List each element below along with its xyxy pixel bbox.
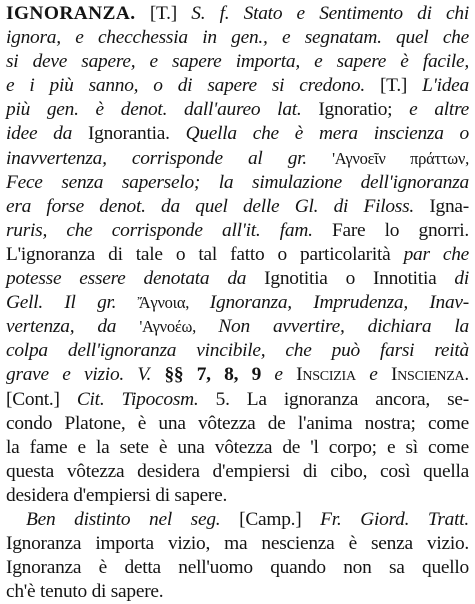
text-run: era forse denot. da quel delle Gl. di Filoss. xyxy=(6,195,430,217)
entry-line xyxy=(6,556,469,580)
text-run: Ignoranza, Imprudenza, Inav- xyxy=(209,292,469,314)
text-run: idee da xyxy=(6,123,88,145)
entry-line xyxy=(6,363,469,387)
text-run: ch'è tenuto di sapere. xyxy=(6,581,164,603)
text-run: e i più sanno, o di sapere si credono. xyxy=(6,75,365,97)
text-run: Ignoranza importa vizio, ma nescienza è senza vizio. xyxy=(6,533,469,555)
text-run: Quella che è mera inscienza o xyxy=(185,123,469,145)
text-run: inavvertenza, corrisponde al gr. xyxy=(6,147,333,169)
entry-line xyxy=(6,484,469,508)
entry-line xyxy=(6,243,469,267)
entry-line xyxy=(6,436,469,460)
text-run: vertenza, da xyxy=(6,316,140,338)
entry-line xyxy=(6,508,469,532)
entry-line xyxy=(6,26,469,50)
entry-line xyxy=(6,267,469,291)
text-run: Ignoratio; xyxy=(318,99,410,121)
text-run: grave e vizio. V. xyxy=(6,364,165,386)
text-run: Fare lo gnorri. xyxy=(331,219,470,241)
entry-line xyxy=(6,2,469,26)
text-run: di xyxy=(454,268,469,290)
entry-line xyxy=(6,147,469,171)
text-run: la fame e la sete è una vôtezza de 'l corpo; e sì come xyxy=(6,436,469,458)
text-run: [T.] xyxy=(135,3,192,24)
text-run: ignora, e checchessia in gen., e segnatam. quel che xyxy=(6,27,469,49)
entry-line xyxy=(6,219,469,243)
text-run: e altre xyxy=(409,99,470,121)
entry-line xyxy=(6,171,469,195)
text-run: Ἄγνοια, xyxy=(137,293,210,313)
dictionary-entry xyxy=(6,2,469,604)
text-run: [Camp.] xyxy=(239,508,321,530)
headword: IGNORANZA. xyxy=(6,3,136,24)
text-run: L'idea xyxy=(422,75,469,97)
text-run: L'ignoranza di tale o tal fatto o particolarità xyxy=(6,243,404,265)
text-run: potesse essere denotata da xyxy=(6,268,265,290)
text-run: 'Αγνοεῖν πράττων, xyxy=(332,148,469,168)
text-run: si deve sapere, e sapere importa, e sapere è facile, xyxy=(6,51,469,73)
text-run: Ben distinto nel seg. xyxy=(26,508,240,530)
text-run: [Cont.] xyxy=(6,388,77,410)
entry-line xyxy=(6,412,469,436)
text-run: Fr. Giord. Tratt. xyxy=(320,508,469,530)
text-run: Cit. Tipocosm. xyxy=(76,388,216,410)
text-run: ruris, xyxy=(6,219,67,241)
entry-line xyxy=(6,339,469,363)
text-run: Gell. Il gr. xyxy=(6,292,138,314)
text-run: Ignorantia. xyxy=(87,123,186,145)
text-run: colpa dell'ignoranza vincibile, che può farsi reità xyxy=(6,340,469,362)
text-run: questa vôtezza desidera d'empiersi di cibo, così quella xyxy=(6,460,469,482)
entry-line xyxy=(6,50,469,74)
entry-line xyxy=(6,74,469,98)
text-run: [T.] xyxy=(364,75,423,97)
text-run: desidera d'empiersi di sapere. xyxy=(6,484,228,506)
text-run: Inscienza. xyxy=(390,364,469,386)
entry-line xyxy=(6,580,469,604)
text-run: e xyxy=(369,364,391,386)
text-run: par che xyxy=(403,243,469,265)
text-run: Non avvertire, dichiara la xyxy=(218,316,470,338)
text-run: Inscizia xyxy=(296,364,370,386)
text-run: 5. La ignoranza ancora, se- xyxy=(215,388,469,410)
text-run: Fece senza saperselo; la simulazione dell'ignoranza xyxy=(6,171,469,193)
entry-line xyxy=(6,460,469,484)
text-run: che corrisponde all'it. fam. xyxy=(66,219,332,241)
text-run: Ignotitia o Innotitia xyxy=(264,268,455,290)
entry-line xyxy=(6,291,469,315)
text-run: §§ 7, 8, 9 xyxy=(164,364,275,386)
entry-line xyxy=(6,122,469,146)
entry-line xyxy=(6,98,469,122)
text-run: e xyxy=(274,364,297,386)
text-run: Ignoranza è detta nell'uomo quando non sa quello xyxy=(6,557,469,579)
entry-line xyxy=(6,388,469,412)
entry-line xyxy=(6,532,469,556)
entry-line xyxy=(6,195,469,219)
text-run: S. f. Stato e Sentimento di chi xyxy=(191,3,469,24)
text-run: condo Platone, è una vôtezza de l'anima nostra; come xyxy=(6,412,469,434)
text-run: più gen. è denot. dall'aureo lat. xyxy=(6,99,319,121)
text-run: 'Αγνοέω, xyxy=(139,317,219,337)
entry-line xyxy=(6,315,469,339)
text-run: Igna- xyxy=(429,195,469,217)
